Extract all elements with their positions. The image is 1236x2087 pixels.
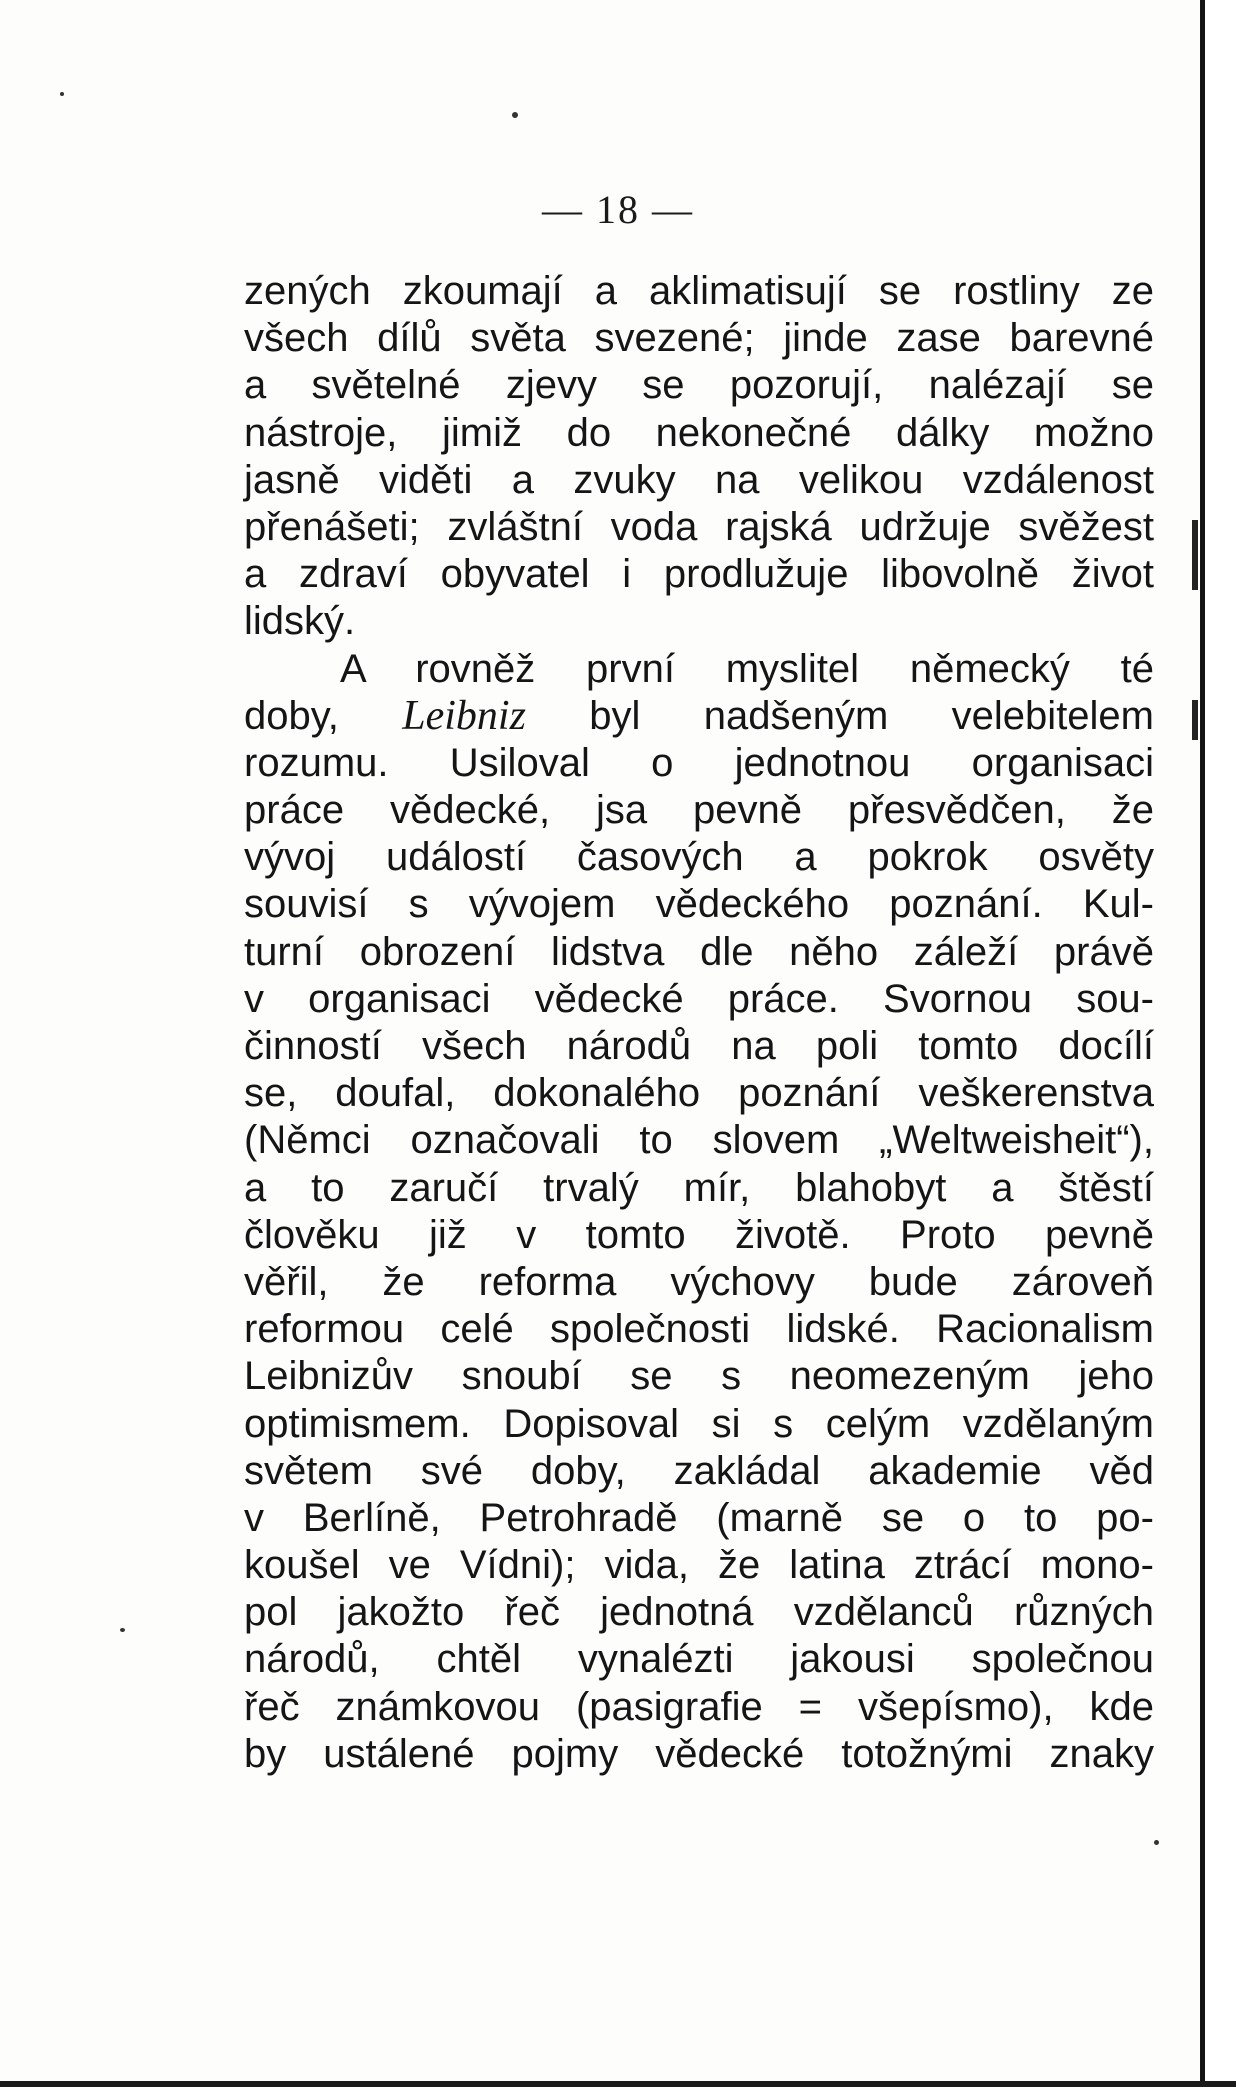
text-line: zených zkoumají a aklimatisují se rostliny ze [244,269,1154,313]
text-line: práce vědecké, jsa pevně přesvědčen, že [244,788,1154,833]
text-line: a světelné zjevy se pozorují, nalézají se [244,363,1154,408]
page-edge-mark [1192,520,1198,590]
text-line: a to zaručí trvalý mír, blahobyt a štěstí [244,1165,1154,1210]
text-line [244,693,1154,740]
text-line: rozumu. Usiloval o jednotnou organisaci [244,740,1154,785]
scan-speck [1154,1840,1159,1845]
body-text [244,268,1154,1778]
text-fragment: byl nadšeným velebitelem [589,693,1154,738]
scan-speck [512,112,518,118]
page-edge [1200,0,1236,2087]
text-line: vývoj událostí časových a pokrok osvěty [244,835,1154,880]
text-line: člověku již v tomto životě. Proto pevně [244,1212,1154,1257]
text-line: řeč známkovou (pasigrafie = všepísmo), kde [244,1684,1154,1729]
text-line: (Němci označovali to slovem „Weltweisheit“), [244,1118,1154,1163]
scan-speck [120,1628,125,1632]
text-line: by ustálené pojmy vědecké totožnými znaky [244,1731,1154,1776]
text-line: optimismem. Dopisoval si s celým vzdělaným [244,1401,1154,1446]
text-fragment: doby, [244,693,339,738]
text-line: lidský. [244,599,356,644]
text-line: přenášeti; zvláštní voda rajská udržuje svěžest [244,504,1154,549]
text-line: činností všech národů na poli tomto docílí [244,1024,1154,1068]
text-line: koušel ve Vídni); vida, že latina ztrácí mono- [244,1543,1154,1588]
text-line: jasně viděti a zvuky na velikou vzdálenost [244,457,1154,502]
text-line: v Berlíně, Petrohradě (marně se o to po- [244,1495,1154,1540]
text-line: turní obrození lidstva dle něho záleží právě [244,929,1154,974]
text-line: se, doufal, dokonalého poznání veškerenstva [244,1071,1154,1116]
text-line: pol jakožto řeč jednotná vzdělanců různých [244,1590,1154,1635]
person-name: Leibniz [402,692,526,739]
text-line: reformou celé společnosti lidské. Racionalism [244,1307,1154,1352]
text-line: Leibnizův snoubí se s neomezeným jeho [244,1354,1154,1399]
text-line: národů, chtěl vynalézti jakousi společnou [244,1637,1154,1682]
text-line: všech dílů světa svezené; jinde zase barevné [244,316,1154,361]
text-line: nástroje, jimiž do nekonečné dálky možno [244,410,1154,455]
text-line: věřil, že reforma výchovy bude zároveň [244,1259,1154,1304]
page-edge-mark [1192,700,1198,740]
text-line: a zdraví obyvatel i prodlužuje libovolně život [244,552,1154,597]
page-number: — 18 — [542,187,694,232]
text-line: v organisaci vědecké práce. Svornou sou- [244,976,1154,1021]
text-line: souvisí s vývojem vědeckého poznání. Kul- [244,882,1154,927]
text-line: A rovněž první myslitel německý té [340,646,1154,691]
text-line: světem své doby, zakládal akademie věd [244,1448,1154,1493]
scan-speck [60,92,64,96]
